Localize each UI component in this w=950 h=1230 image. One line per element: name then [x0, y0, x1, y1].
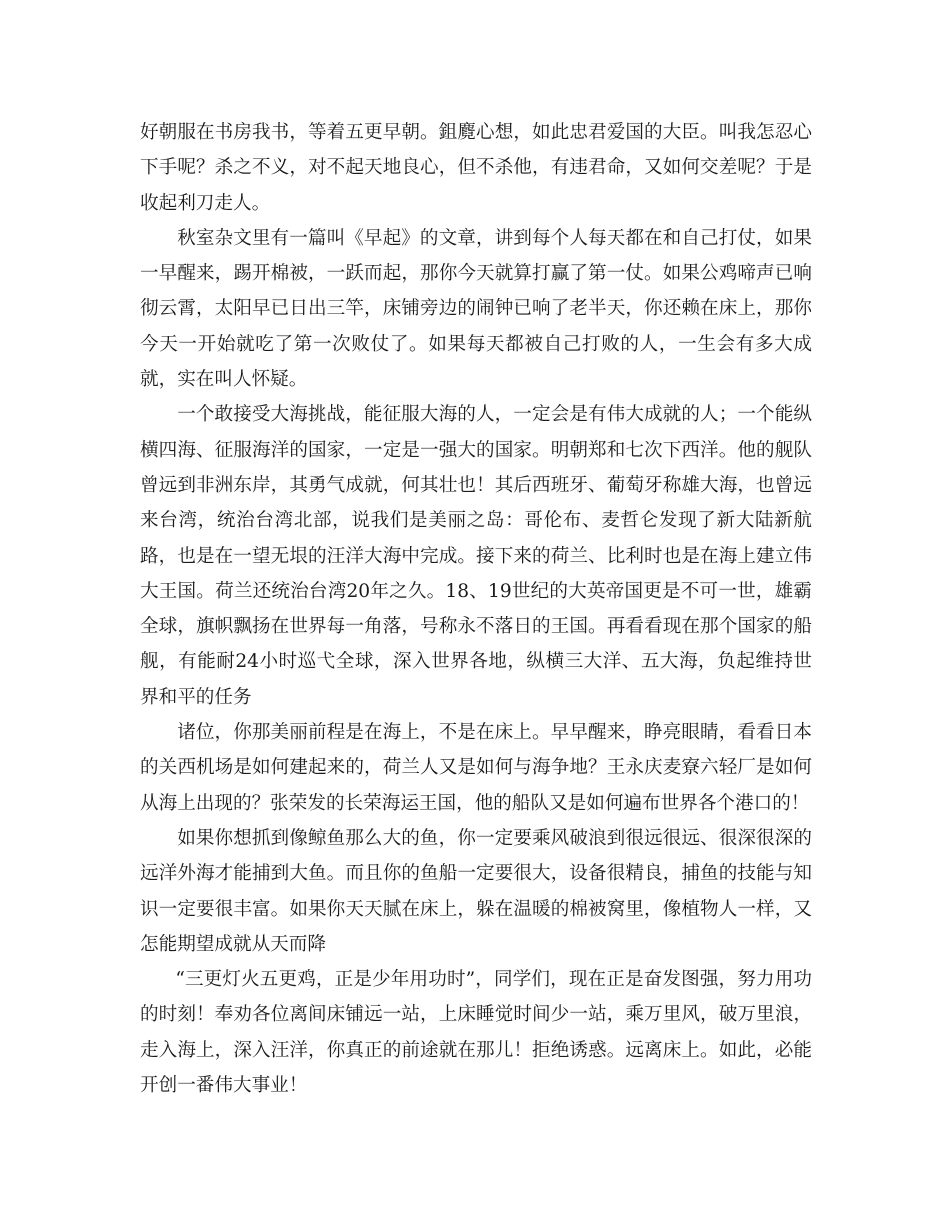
paragraph-5: 如果你想抓到像鲸鱼那么大的鱼，你一定要乘风破浪到很远很远、很深很深的远洋外海才能捕到大鱼。而且你的鱼船一定要很大，设备很精良，捕鱼的技能与知识一定要很丰富。如果你天天腻在床上，躲在温暖的棉被窝里，像植物人一样，又怎能期望成就从天而降	[140, 827, 812, 955]
paragraph-6: “三更灯火五更鸡，正是少年用功时”，同学们，现在正是奋发图强，努力用功的时刻！奉劝各位离间床铺远一站，上床睡觉时间少一站，乘万里风，破万里浪，走入海上，深入汪洋，你真正的前途就在那儿！拒绝诱惑。远离床上。如此，必能开创一番伟大事业！	[140, 969, 812, 1097]
paragraph-1: 好朝服在书房我书，等着五更早朝。鉏麑心想，如此忠君爱国的大臣。叫我怎忍心下手呢？杀之不义，对不起天地良心，但不杀他，有违君命，又如何交差呢？于是收起利刀走人。	[140, 122, 812, 214]
paragraph-2: 秋室杂文里有一篇叫《早起》的文章，讲到每个人每天都在和自己打仗，如果一早醒来，踢开棉被，一跃而起，那你今天就算打赢了第一仗。如果公鸡啼声已响彻云霄，太阳早已日出三竿，床铺旁边的闹钟已响了老半天，你还赖在床上，那你今天一开始就吃了第一次败仗了。如果每天都被自己打败的人，一生会有多大成就，实在叫人怀疑。	[140, 227, 812, 391]
paragraph-4: 诸位，你那美丽前程是在海上，不是在床上。早早醒来，睁亮眼睛，看看日本的关西机场是如何建起来的，荷兰人又是如何与海争地？王永庆麦寮六轻厂是如何从海上出现的？张荣发的长荣海运王国，他的船队又是如何遍布世界各个港口的！	[140, 722, 812, 814]
paragraph-3: 一个敢接受大海挑战，能征服大海的人，一定会是有伟大成就的人；一个能纵横四海、征服海洋的国家，一定是一强大的国家。明朝郑和七次下西洋。他的舰队曾远到非洲东岸，其勇气成就，何其壮也！其后西班牙、葡萄牙称雄大海，也曾远来台湾，统治台湾北部，说我们是美丽之岛：哥伦布、麦哲仑发现了新大陆新航路，也是在一望无垠的汪洋大海中完成。接下来的荷兰、比利时也是在海上建立伟大王国。荷兰还统治台湾20年之久。18、19世纪的大英帝国更是不可一世，雄霸全球，旗帜飘扬在世界每一角落，号称永不落日的王国。再看看现在那个国家的船舰，有能耐24小时巡弋全球，深入世界各地，纵横三大洋、五大海，负起维持世界和平的任务	[140, 404, 812, 708]
document-page	[140, 115, 812, 1103]
